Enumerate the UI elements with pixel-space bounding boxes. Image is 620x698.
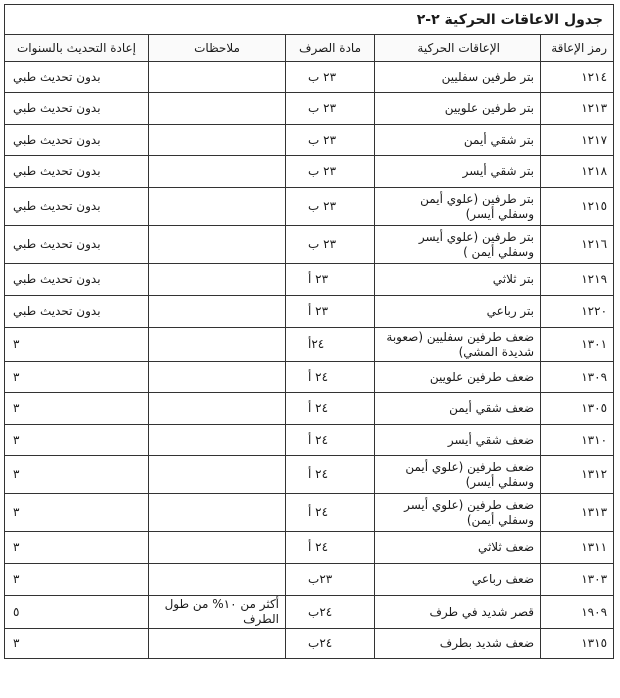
cell-code: ١٢١٧ bbox=[541, 125, 614, 156]
cell-renewal: ٣ bbox=[5, 494, 149, 532]
cell-code: ١٣٠٥ bbox=[541, 393, 614, 425]
cell-article: ٢٤أ bbox=[286, 328, 375, 362]
cell-renewal: ٥ bbox=[5, 596, 149, 629]
cell-renewal: بدون تحديث طبي bbox=[5, 188, 149, 226]
cell-notes bbox=[149, 125, 286, 156]
cell-notes bbox=[149, 425, 286, 456]
title-row bbox=[5, 5, 614, 35]
cell-article: ٢٤ أ bbox=[286, 393, 375, 425]
table-row bbox=[5, 393, 614, 425]
cell-renewal: بدون تحديث طبي bbox=[5, 296, 149, 328]
cell-article: ٢٣ ب bbox=[286, 226, 375, 264]
cell-renewal: ٣ bbox=[5, 425, 149, 456]
cell-code: ١٣١٣ bbox=[541, 494, 614, 532]
cell-renewal: ٣ bbox=[5, 393, 149, 425]
cell-article: ٢٣ ب bbox=[286, 62, 375, 93]
cell-article: ٢٤ أ bbox=[286, 532, 375, 564]
table-row bbox=[5, 362, 614, 393]
cell-article: ٢٣ ب bbox=[286, 156, 375, 188]
cell-notes bbox=[149, 456, 286, 494]
cell-notes bbox=[149, 328, 286, 362]
cell-article: ٢٣ب bbox=[286, 564, 375, 596]
cell-disability: بتر رباعي bbox=[375, 296, 541, 328]
cell-disability: ضعف شديد بطرف bbox=[375, 629, 541, 659]
cell-article: ٢٤ أ bbox=[286, 494, 375, 532]
table-row bbox=[5, 296, 614, 328]
table-row bbox=[5, 264, 614, 296]
table-row bbox=[5, 226, 614, 264]
cell-article: ٢٤ أ bbox=[286, 456, 375, 494]
table-row bbox=[5, 629, 614, 659]
cell-code: ١٣١٥ bbox=[541, 629, 614, 659]
cell-disability: بتر شقي أيمن bbox=[375, 125, 541, 156]
cell-article: ٢٤ب bbox=[286, 629, 375, 659]
cell-code: ١٣١٠ bbox=[541, 425, 614, 456]
cell-renewal: بدون تحديث طبي bbox=[5, 125, 149, 156]
table-row bbox=[5, 93, 614, 125]
cell-disability: قصر شديد في طرف bbox=[375, 596, 541, 629]
cell-code: ١٢١٤ bbox=[541, 62, 614, 93]
cell-notes bbox=[149, 264, 286, 296]
cell-renewal: ٣ bbox=[5, 629, 149, 659]
cell-notes bbox=[149, 494, 286, 532]
cell-article: ٢٣ أ bbox=[286, 264, 375, 296]
cell-notes bbox=[149, 188, 286, 226]
cell-code: ١٢١٥ bbox=[541, 188, 614, 226]
table-row bbox=[5, 62, 614, 93]
cell-disability: بتر طرفين سفليين bbox=[375, 62, 541, 93]
cell-code: ١٣٠٩ bbox=[541, 362, 614, 393]
table-row bbox=[5, 494, 614, 532]
cell-code: ١٢١٩ bbox=[541, 264, 614, 296]
cell-disability: ضعف طرفين (علوي أيسر وسفلي أيمن) bbox=[375, 494, 541, 532]
cell-notes: أكثر من ١٠% من طول الطرف bbox=[149, 596, 286, 629]
cell-disability: بتر طرفين علويين bbox=[375, 93, 541, 125]
cell-article: ٢٣ ب bbox=[286, 93, 375, 125]
cell-disability: بتر طرفين (علوي أيمن وسفلي أيسر) bbox=[375, 188, 541, 226]
cell-disability: ضعف طرفين (علوي أيمن وسفلي أيسر) bbox=[375, 456, 541, 494]
cell-code: ١٢٢٠ bbox=[541, 296, 614, 328]
cell-notes bbox=[149, 156, 286, 188]
cell-notes bbox=[149, 93, 286, 125]
cell-code: ١٣١١ bbox=[541, 532, 614, 564]
table-row bbox=[5, 456, 614, 494]
header-article: مادة الصرف bbox=[286, 35, 375, 62]
table-row bbox=[5, 156, 614, 188]
cell-article: ٢٣ ب bbox=[286, 188, 375, 226]
header-renewal: إعادة التحديث بالسنوات bbox=[5, 35, 149, 62]
cell-disability: ضعف طرفين علويين bbox=[375, 362, 541, 393]
table-row bbox=[5, 564, 614, 596]
cell-notes bbox=[149, 362, 286, 393]
table-row bbox=[5, 425, 614, 456]
cell-renewal: ٣ bbox=[5, 362, 149, 393]
cell-notes bbox=[149, 564, 286, 596]
header-disability: الإعاقات الحركية bbox=[375, 35, 541, 62]
cell-renewal: ٣ bbox=[5, 456, 149, 494]
table-row bbox=[5, 532, 614, 564]
table-row bbox=[5, 328, 614, 362]
header-code: رمز الإعاقة bbox=[541, 35, 614, 62]
cell-renewal: ٣ bbox=[5, 328, 149, 362]
cell-disability: ضعف شقي أيسر bbox=[375, 425, 541, 456]
cell-notes bbox=[149, 296, 286, 328]
cell-renewal: بدون تحديث طبي bbox=[5, 264, 149, 296]
cell-code: ١٩٠٩ bbox=[541, 596, 614, 629]
mobility-disabilities-table bbox=[4, 4, 614, 659]
header-notes: ملاحظات bbox=[149, 35, 286, 62]
cell-renewal: ٣ bbox=[5, 564, 149, 596]
cell-renewal: بدون تحديث طبي bbox=[5, 93, 149, 125]
cell-notes bbox=[149, 226, 286, 264]
cell-code: ١٣٠١ bbox=[541, 328, 614, 362]
cell-code: ١٣٠٣ bbox=[541, 564, 614, 596]
cell-disability: ضعف شقي أيمن bbox=[375, 393, 541, 425]
cell-renewal: بدون تحديث طبي bbox=[5, 156, 149, 188]
cell-disability: بتر طرفين (علوي أيسر وسفلي أيمن ) bbox=[375, 226, 541, 264]
table-row bbox=[5, 596, 614, 629]
cell-article: ٢٤ب bbox=[286, 596, 375, 629]
cell-article: ٢٤ أ bbox=[286, 362, 375, 393]
cell-code: ١٣١٢ bbox=[541, 456, 614, 494]
cell-disability: بتر شقي أيسر bbox=[375, 156, 541, 188]
cell-disability: ضعف ثلاثي bbox=[375, 532, 541, 564]
cell-disability: ضعف طرفين سفليين (صعوبة شديدة المشي) bbox=[375, 328, 541, 362]
document-page bbox=[4, 4, 613, 694]
table-row bbox=[5, 188, 614, 226]
cell-code: ١٢١٦ bbox=[541, 226, 614, 264]
cell-code: ١٢١٣ bbox=[541, 93, 614, 125]
cell-notes bbox=[149, 629, 286, 659]
cell-renewal: بدون تحديث طبي bbox=[5, 226, 149, 264]
table-row bbox=[5, 125, 614, 156]
cell-disability: بتر ثلاثي bbox=[375, 264, 541, 296]
cell-notes bbox=[149, 393, 286, 425]
table-title: جدول الاعاقات الحركية ٢-٢ bbox=[5, 5, 614, 35]
header-row bbox=[5, 35, 614, 62]
cell-article: ٢٣ أ bbox=[286, 296, 375, 328]
cell-notes bbox=[149, 532, 286, 564]
cell-renewal: بدون تحديث طبي bbox=[5, 62, 149, 93]
cell-article: ٢٣ ب bbox=[286, 125, 375, 156]
cell-code: ١٢١٨ bbox=[541, 156, 614, 188]
table-body bbox=[5, 62, 614, 659]
cell-article: ٢٤ أ bbox=[286, 425, 375, 456]
cell-disability: ضعف رباعي bbox=[375, 564, 541, 596]
cell-renewal: ٣ bbox=[5, 532, 149, 564]
cell-notes bbox=[149, 62, 286, 93]
